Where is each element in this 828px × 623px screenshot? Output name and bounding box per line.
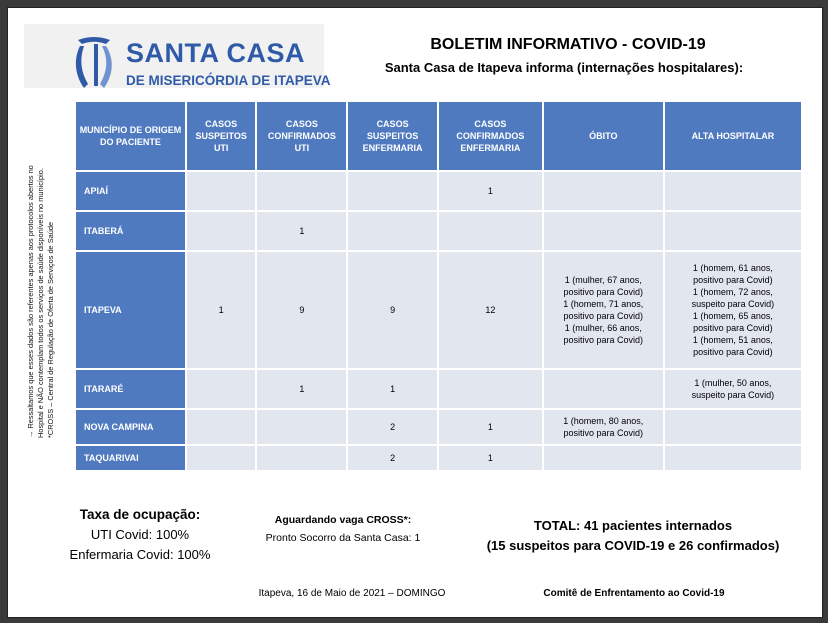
santa-casa-logo <box>24 24 331 88</box>
occupancy-ward: Enfermaria Covid: 100% <box>69 547 211 562</box>
count-cell-conf-enf: 1 <box>439 446 542 470</box>
count-cell-susp-enf <box>348 172 437 210</box>
logo-title: SANTA CASA <box>126 38 305 68</box>
total-breakdown: (15 suspeitos para COVID-19 e 26 confirmados) <box>486 538 780 553</box>
side-note-line: Hospital e NÃO contemplam todos os serviços de saúde disponíveis no município. <box>36 168 45 438</box>
cell-line: positivo para Covid) <box>563 287 644 297</box>
count-cell-conf-enf: 12 <box>439 252 542 368</box>
count-cell-conf-uti: 9 <box>257 252 346 368</box>
page-title: BOLETIM INFORMATIVO - COVID-19 <box>430 36 706 53</box>
municipality-cell: ITAPEVA <box>76 252 185 368</box>
count-cell-conf-enf: 1 <box>439 172 542 210</box>
column-header: ALTA HOSPITALAR <box>665 102 801 170</box>
death-cell <box>544 446 663 470</box>
side-note <box>26 118 56 438</box>
count-cell-conf-enf <box>439 370 542 408</box>
cell-line: positivo para Covid) <box>693 347 773 357</box>
count-cell-susp-uti <box>187 410 256 444</box>
cell-line: positivo para Covid) <box>563 311 644 321</box>
cell-line: 1 (homem, 65 anos, <box>692 311 773 321</box>
count-cell-susp-enf: 1 <box>348 370 437 408</box>
cell-line: 1 (homem, 72 anos, <box>692 287 773 297</box>
column-header: CASOS SUSPEITOS ENFERMARIA <box>348 102 437 170</box>
discharge-cell <box>665 410 801 444</box>
cell-line: 1 (mulher, 66 anos, <box>564 323 642 333</box>
death-cell <box>544 410 663 444</box>
count-cell-conf-uti <box>257 446 346 470</box>
table-row <box>76 446 801 470</box>
death-cell <box>544 252 663 368</box>
count-cell-conf-uti: 1 <box>257 370 346 408</box>
logo-emblem-icon <box>70 34 116 92</box>
cell-line: 1 (homem, 51 anos, <box>692 335 773 345</box>
cell-line: 1 (mulher, 50 anos, <box>694 378 772 388</box>
discharge-cell <box>665 252 801 368</box>
table-row <box>76 410 801 444</box>
cell-line: positivo para Covid) <box>693 323 773 333</box>
side-note-line: *CROSS – Central de Regulação de Oferta de Serviços de Saúde <box>46 221 55 438</box>
cell-line: 1 (mulher, 67 anos, <box>564 275 642 285</box>
table-row <box>76 252 801 368</box>
page-subtitle: Santa Casa de Itapeva informa (internações hospitalares): <box>384 60 744 75</box>
column-header: MUNICÍPIO DE ORIGEM DO PACIENTE <box>76 102 185 170</box>
count-cell-conf-uti <box>257 410 346 444</box>
column-header: CASOS CONFIRMADOS ENFERMARIA <box>439 102 542 170</box>
table-header-row <box>76 102 801 170</box>
count-cell-susp-enf: 9 <box>348 252 437 368</box>
committee-signature: Comitê de Enfrentamento ao Covid-19 <box>543 588 725 599</box>
cross-waiting-value: Pronto Socorro da Santa Casa: 1 <box>265 532 421 544</box>
occupancy-title: Taxa de ocupação: <box>79 507 201 522</box>
column-header: CASOS CONFIRMADOS UTI <box>257 102 346 170</box>
municipality-cell: APIAÍ <box>76 172 185 210</box>
cell-line: suspeito para Covid) <box>691 390 775 400</box>
cell-line: 1 (homem, 80 anos, <box>563 416 644 426</box>
column-header: ÓBITO <box>544 102 663 170</box>
count-cell-susp-enf <box>348 212 437 250</box>
total-patients: TOTAL: 41 pacientes internados <box>533 518 733 533</box>
discharge-cell <box>665 172 801 210</box>
cell-line: 1 (homem, 71 anos, <box>563 299 644 309</box>
count-cell-susp-uti <box>187 370 256 408</box>
discharge-cell <box>665 446 801 470</box>
count-cell-conf-uti <box>257 172 346 210</box>
occupancy-uti: UTI Covid: 100% <box>90 527 190 542</box>
logo-subtitle: DE MISERICÓRDIA DE ITAPEVA <box>126 73 331 88</box>
count-cell-conf-enf: 1 <box>439 410 542 444</box>
side-note-line: → Ressaltamos que esses dados são referentes apenas aos protocolos abertos no <box>26 165 35 438</box>
municipality-cell: ITARARÉ <box>76 370 185 408</box>
table-row <box>76 212 801 250</box>
date-line: Itapeva, 16 de Maio de 2021 – DOMINGO <box>258 588 446 599</box>
count-cell-susp-enf: 2 <box>348 446 437 470</box>
count-cell-susp-uti <box>187 172 256 210</box>
municipality-cell: ITABERÁ <box>76 212 185 250</box>
bulletin-sheet <box>7 7 823 618</box>
cell-line: positivo para Covid) <box>563 335 644 345</box>
table-row <box>76 172 801 210</box>
death-cell <box>544 212 663 250</box>
count-cell-susp-uti: 1 <box>187 252 256 368</box>
count-cell-susp-uti <box>187 446 256 470</box>
cell-line: suspeito para Covid) <box>691 299 775 309</box>
count-cell-susp-uti <box>187 212 256 250</box>
cell-line: positivo para Covid) <box>693 275 773 285</box>
death-cell <box>544 370 663 408</box>
discharge-cell <box>665 370 801 408</box>
municipality-cell: NOVA CAMPINA <box>76 410 185 444</box>
municipality-cell: TAQUARIVAI <box>76 446 185 470</box>
table-row <box>76 370 801 408</box>
cross-waiting-title: Aguardando vaga CROSS*: <box>274 514 412 526</box>
cell-line: 1 (homem, 61 anos, <box>692 263 773 273</box>
cell-line: positivo para Covid) <box>563 428 644 438</box>
count-cell-susp-enf: 2 <box>348 410 437 444</box>
count-cell-conf-enf <box>439 212 542 250</box>
count-cell-conf-uti: 1 <box>257 212 346 250</box>
discharge-cell <box>665 212 801 250</box>
hospitalizations-table <box>74 100 803 472</box>
death-cell <box>544 172 663 210</box>
column-header: CASOS SUSPEITOS UTI <box>187 102 256 170</box>
